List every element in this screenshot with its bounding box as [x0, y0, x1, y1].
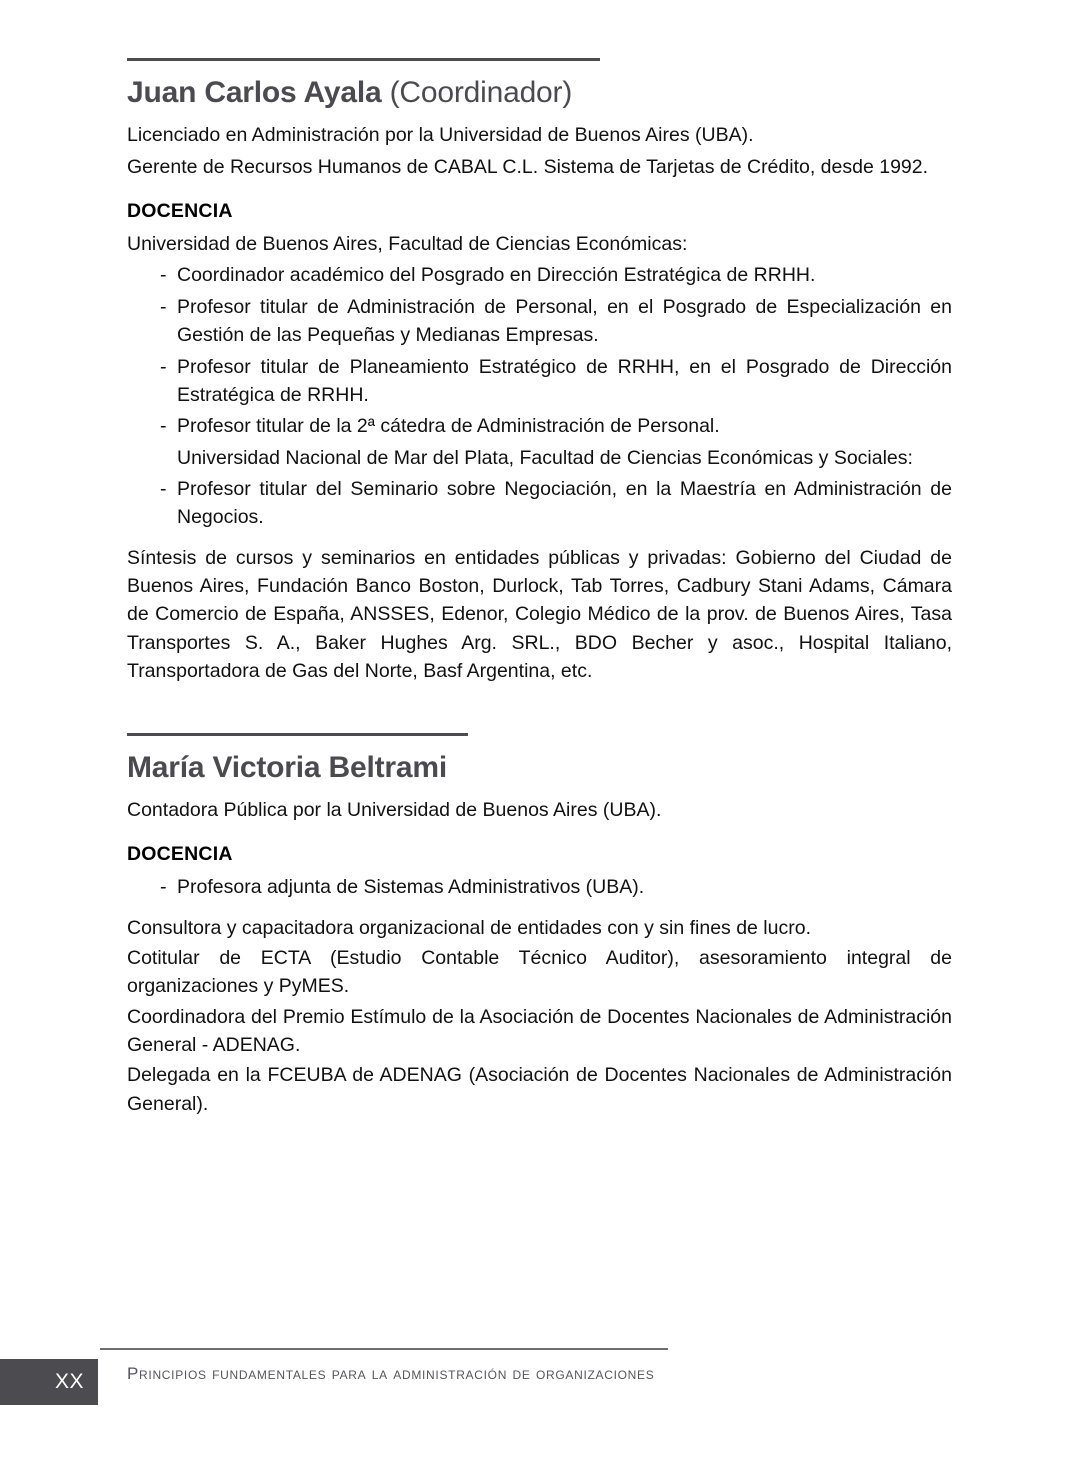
cv-intro-line: Licenciado en Administración por la Universidad de Buenos Aires (UBA). — [127, 124, 754, 147]
cv-intro-line: Contadora Pública por la Universidad de Buenos Aires (UBA). — [127, 798, 662, 821]
section-gap — [127, 689, 952, 721]
body-paragraph: Consultora y capacitadora organizacional de entidades con y sin fines de lucro. — [127, 916, 811, 939]
body-paragraph: Cotitular de ECTA (Estudio Contable Técnico Auditor), asesoramiento integral de organizaciones y PyMES. — [127, 946, 952, 998]
docencia-list — [127, 261, 952, 440]
list-item: - Profesor titular de Administración de Personal, en el Posgrado de Especialización en Gestión de las Pequeñas y Medianas Empresas. — [127, 293, 952, 350]
list-item: - Profesor titular de Planeamiento Estratégico de RRHH, en el Posgrado de Dirección Estratégica de RRHH. — [127, 353, 952, 410]
running-title: Principios fundamentales para la administración de organizaciones — [127, 1364, 655, 1383]
section-rule-2 — [127, 733, 468, 736]
top-spacer — [127, 0, 952, 58]
cv-name: María Victoria Beltrami — [127, 750, 447, 784]
docencia-list-continued — [127, 475, 952, 532]
cv-intro-line: Gerente de Recursos Humanos de CABAL C.L. Sistema de Tarjetas de Crédito, desde 1992. — [127, 155, 929, 178]
list-item: - Coordinador académico del Posgrado en Dirección Estratégica de RRHH. — [127, 261, 952, 289]
paragraph-spacer — [127, 902, 952, 914]
docencia-intro: Universidad de Buenos Aires, Facultad de Ciencias Económicas: — [127, 233, 688, 256]
page-title-maria-victoria-beltrami — [127, 750, 952, 785]
footer-divider — [100, 1348, 668, 1350]
closing-paragraph: Síntesis de cursos y seminarios en entidades públicas y privadas: Gobierno del Ciudad de Buenos Aires, Fundación Banco Boston, Durlock, Tab Torres, Cadbury Stani Adams, Cámara de Comercio de España, ANSSES, Edenor, Colegio Médico de la prov. de Buenos Aires, Tasa Transportes S. A., Baker Hughes Arg. SRL., BDO Becher y asoc., Hospital Italiano, Transportadora de Gas del Norte, Basf Argentina, etc. — [127, 546, 952, 683]
cv-role-suffix: (Coordinador) — [381, 76, 573, 109]
paragraph-spacer — [127, 532, 952, 544]
cv-section-maria-victoria-beltrami — [127, 733, 952, 1119]
section-rule-1 — [127, 58, 600, 61]
page-content — [127, 0, 952, 1120]
section-gap-extra — [127, 721, 952, 733]
docencia-list — [127, 873, 952, 901]
list-item: - Profesora adjunta de Sistemas Administrativos (UBA). — [127, 873, 952, 901]
page-title-juan-carlos-ayala — [127, 75, 952, 110]
list-item: - Profesor titular de la 2ª cátedra de Administración de Personal. — [127, 412, 952, 440]
subheading-docencia: DOCENCIA — [127, 843, 233, 866]
body-paragraph: Delegada en la FCEUBA de ADENAG (Asociación de Docentes Nacionales de Administración General). — [127, 1064, 952, 1115]
list-item: - Profesor titular del Seminario sobre Negociación, en la Maestría en Administración de Negocios. — [127, 475, 952, 532]
subheading-docencia: DOCENCIA — [127, 200, 233, 223]
page-number: XX — [54, 1370, 84, 1393]
body-paragraph: Coordinadora del Premio Estímulo de la Asociación de Docentes Nacionales de Administración General - ADENAG. — [127, 1005, 952, 1057]
page-footer — [0, 1348, 1080, 1418]
page-number-badge — [0, 1359, 98, 1405]
cv-section-juan-carlos-ayala — [127, 58, 952, 686]
inline-institution-note: Universidad Nacional de Mar del Plata, Facultad de Ciencias Económicas y Sociales: — [177, 446, 913, 469]
cv-name: Juan Carlos Ayala — [127, 76, 382, 109]
